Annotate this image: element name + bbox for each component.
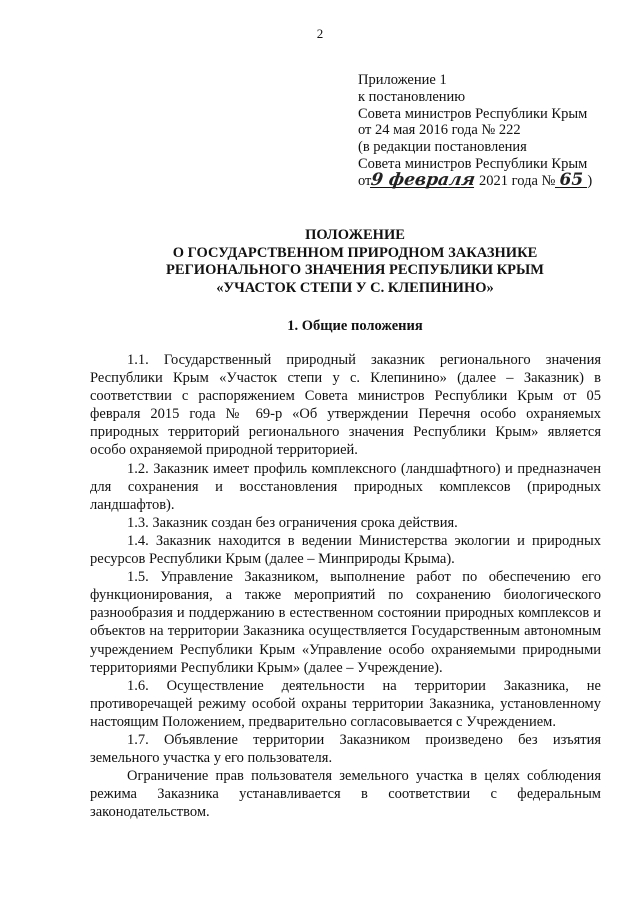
appendix-line: от 24 мая 2016 года № 222: [358, 122, 521, 139]
document-title: [90, 227, 620, 297]
section-heading: 1. Общие положения: [287, 318, 423, 334]
appendix-line: Совета министров Республики Крым: [358, 155, 588, 172]
section-body: [90, 351, 601, 821]
appendix-block: [358, 72, 592, 190]
appendix-last-line-prefix: от: [358, 172, 372, 189]
page-number: 2: [316, 26, 324, 41]
handwritten-number: 65: [555, 173, 587, 188]
appendix-line: (в редакции постановления: [358, 139, 527, 156]
title-line: «УЧАСТОК СТЕПИ У С. КЛЕПИНИНО»: [216, 279, 494, 296]
title-line: ПОЛОЖЕНИЕ: [305, 227, 405, 243]
appendix-last-line: [358, 169, 593, 190]
paragraph-1-6: 1.6. Осуществление деятельности на территории Заказника, не противоречащей режиму особой охраны территории Заказника, установленному настоящим Положением, предварительно согласовывается с Учреждением.: [90, 677, 601, 730]
paragraph-1-3: 1.3. Заказник создан без ограничения срока действия.: [127, 514, 458, 531]
title-line: О ГОСУДАРСТВЕННОМ ПРИРОДНОМ ЗАКАЗНИКЕ: [172, 244, 538, 261]
paragraph-1-7: 1.7. Объявление территории Заказником произведено без изъятия земельного участка у его пользователя.: [90, 731, 601, 767]
appendix-line: Совета министров Республики Крым: [358, 105, 588, 122]
paragraph-1-4: 1.4. Заказник находится в ведении Министерства экологии и природных ресурсов Республики Крым (далее – Минприроды Крыма).: [90, 532, 601, 568]
title-line: РЕГИОНАЛЬНОГО ЗНАЧЕНИЯ РЕСПУБЛИКИ КРЫМ: [166, 262, 544, 278]
paragraph-1-2: 1.2. Заказник имеет профиль комплексного (ландшафтного) и предназначен для сохранения и восстановления природных комплексов (природных ландшафтов).: [90, 460, 601, 513]
appendix-line: к постановлению: [358, 88, 466, 105]
appendix-line: Приложение 1: [358, 72, 447, 88]
appendix-year-text: 2021 года №: [479, 172, 556, 189]
paragraph-1-7-continued: Ограничение прав пользователя земельного участка в целях соблюдения режима Заказника устанавливается в соответствии с федеральным законодательством.: [90, 768, 601, 821]
paragraph-1-1: 1.1. Государственный природный заказник регионального значения Республики Крым «Участок степи у с. Клепинино» (далее – Заказник) в соответствии с распоряжением Совета министров Республики Крым от 05 февраля 2015 года № 69-р «Об утверждении Перечня особо охраняемых природных территорий регионального значения Республики Крым» является особо охраняемой природной территорией.: [90, 352, 601, 459]
paragraph-1-5: 1.5. Управление Заказником, выполнение работ по обеспечению его функционирования, а также мероприятий по сохранению биологического разнообразия и поддержанию в естественном состоянии природных комплексов и объектов на территории Заказника осуществляется Государственным автономным учреждением Республики Крым «Управление особо охраняемыми природными территориями Республики Крым» (далее – Учреждение).: [90, 569, 601, 676]
handwritten-date: 9 февраля: [370, 169, 477, 190]
closing-paren: ): [587, 172, 593, 189]
